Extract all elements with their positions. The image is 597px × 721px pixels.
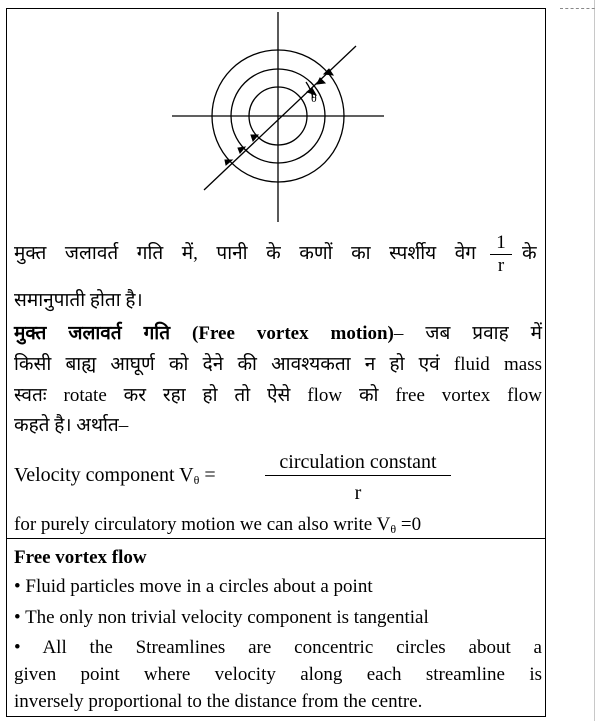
para1-line1: मुक्त जलावर्त गति में, पानी के कणों का स्पर्शीय वेग: [14, 243, 476, 264]
equation-subscript: θ: [193, 473, 200, 487]
para2-line4: कहते है। अर्थात–: [14, 415, 129, 436]
one-over-r-fraction: [490, 232, 512, 277]
bullet-1-text: Fluid particles move in a circles about a point: [25, 576, 373, 597]
section-title: Free vortex flow: [14, 547, 147, 568]
bullet-3-line1: • All the Streamlines are concentric circles about a: [14, 637, 542, 658]
bullet-2: • The only non trivial velocity component is tangential: [14, 607, 429, 628]
para2-line2: किसी बाह्य आघूर्ण को देने की आवश्यकता न हो एवं fluid mass: [14, 354, 542, 375]
velocity-fraction: [265, 449, 451, 506]
heading-english: (Free vortex motion): [192, 323, 394, 344]
bullet-3-text: All the Streamlines are concentric circles about a: [42, 637, 542, 658]
radial-line: [204, 46, 356, 190]
bullet-3-line2: given point where velocity along each streamline is: [14, 664, 542, 685]
note-text: for purely circulatory motion we can also write V: [14, 514, 391, 535]
free-vortex-diagram: [168, 10, 388, 222]
fraction-numerator: 1: [490, 232, 512, 255]
equation-denominator: r: [354, 482, 362, 504]
equation-numerator: circulation constant: [265, 449, 451, 476]
note-tail: =0: [396, 514, 422, 535]
heading-rest: – जब प्रवाह में: [393, 323, 542, 344]
equation-label: Velocity component V: [14, 464, 194, 486]
theta-label: θ: [311, 91, 317, 105]
circulatory-note: [14, 512, 542, 542]
para1-line2: समानुपाती होता है।: [14, 290, 143, 311]
page-edge: [594, 0, 595, 721]
heading-hindi: मुक्त जलावर्त गति: [14, 323, 171, 344]
equation-equals: =: [199, 464, 216, 486]
para2-line3: स्वतः rotate कर रहा हो तो ऐसे flow को free vortex flow: [14, 385, 542, 406]
para1-line1-end: के: [522, 243, 537, 264]
velocity-equation-lhs: [14, 462, 216, 493]
bullet-1: • Fluid particles move in a circles about a point: [14, 576, 373, 597]
note-subscript: θ: [390, 522, 397, 536]
bullet-2-text: The only non trivial velocity component is tangential: [25, 607, 429, 628]
para2-line1: [14, 321, 542, 347]
bullet-3-line3: inversely proportional to the distance from the centre.: [14, 691, 423, 712]
page-edge-dash: [560, 8, 597, 10]
fraction-denominator: r: [497, 255, 505, 276]
arrow-mark: [317, 78, 325, 84]
